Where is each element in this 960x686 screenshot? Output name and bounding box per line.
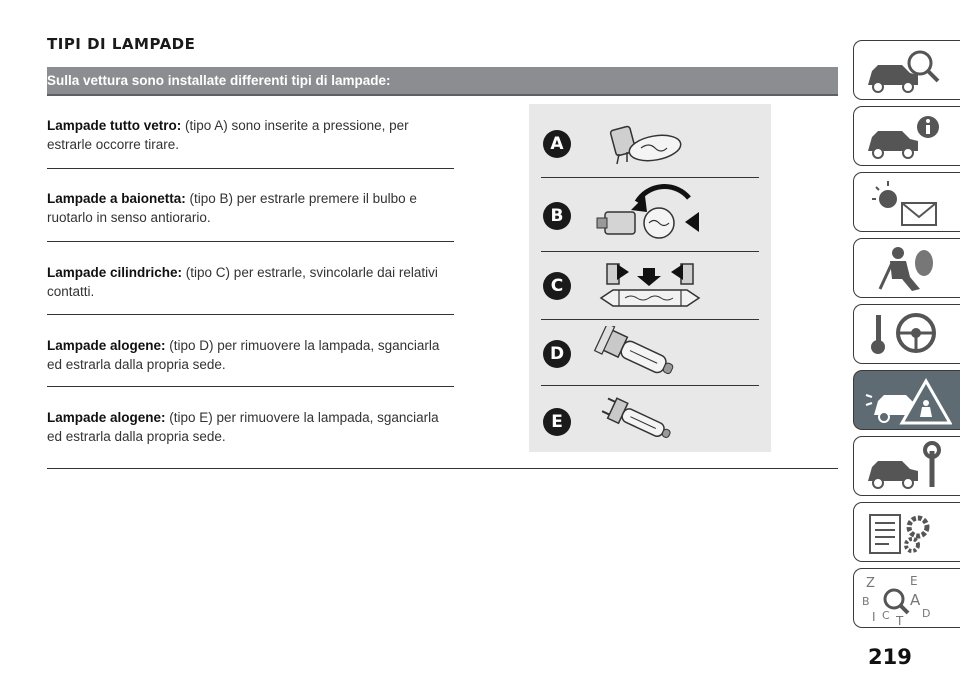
paragraph-text: (tipo B) per estrarle premere il bulbo e ruotarlo in senso antiorario. xyxy=(47,191,417,225)
key-steering-wheel-icon xyxy=(862,309,952,361)
paragraph-heading: Lampade cilindriche: xyxy=(47,265,183,280)
paragraph-type-e xyxy=(47,408,452,446)
divider xyxy=(47,386,454,387)
paragraph-text: (tipo A) sono inserite a pressione, per estrarle occorre tirare. xyxy=(47,118,409,152)
badge-a: A xyxy=(543,130,571,158)
paragraph-heading: Lampade alogene: xyxy=(47,338,166,353)
intro-text: Sulla vettura sono installate differenti tipi di lampade: xyxy=(47,73,391,88)
svg-text:C: C xyxy=(882,609,890,622)
lamp-types-figure xyxy=(529,104,771,452)
figure-divider xyxy=(541,251,759,252)
paragraph-text: (tipo E) per rimuovere la lampada, sganciarla ed estrarla dalla propria sede. xyxy=(47,410,439,444)
lamp-a-all-glass-icon xyxy=(589,118,699,168)
paragraph-type-d xyxy=(47,336,452,374)
badge-d: D xyxy=(543,340,571,368)
sidebar-tab-controls[interactable] xyxy=(853,304,960,364)
badge-b: B xyxy=(543,202,571,230)
badge-e: E xyxy=(543,408,571,436)
paragraph-type-a xyxy=(47,116,452,154)
svg-text:B: B xyxy=(862,595,870,608)
paragraph-type-b xyxy=(47,189,452,227)
svg-text:E: E xyxy=(910,574,918,588)
bottom-divider xyxy=(47,468,838,469)
lamp-b-bayonet-icon xyxy=(589,182,709,248)
paragraph-type-c xyxy=(47,263,452,301)
sidebar-tab-car-info[interactable] xyxy=(853,106,960,166)
lamp-e-halogen-h7-icon xyxy=(589,394,699,452)
paragraph-text: (tipo C) per estrarle, svincolarle dai relativi contatti. xyxy=(47,265,438,299)
svg-text:A: A xyxy=(910,591,921,609)
badge-c: C xyxy=(543,272,571,300)
car-info-icon xyxy=(862,111,952,163)
sidebar-tab-emergency[interactable] xyxy=(853,370,960,430)
svg-text:T: T xyxy=(896,614,904,625)
divider xyxy=(47,168,454,169)
car-search-icon xyxy=(862,45,952,97)
lamp-c-festoon-icon xyxy=(589,258,709,318)
figure-divider xyxy=(541,177,759,178)
car-wrench-icon xyxy=(862,441,952,493)
divider xyxy=(47,314,454,315)
airbag-seat-icon xyxy=(862,243,952,295)
svg-text:I: I xyxy=(872,610,876,624)
alphabetical-index-icon xyxy=(862,573,952,625)
sidebar-tab-car-search[interactable] xyxy=(853,40,960,100)
svg-text:D: D xyxy=(922,607,931,620)
sidebar-tab-warning-lights[interactable] xyxy=(853,172,960,232)
paragraph-text: (tipo D) per rimuovere la lampada, sganciarla ed estrarla dalla propria sede. xyxy=(47,338,440,372)
specs-gears-icon xyxy=(862,507,952,559)
lamp-d-halogen-h4-icon xyxy=(589,326,699,386)
car-emergency-icon xyxy=(862,375,952,427)
paragraph-heading: Lampade tutto vetro: xyxy=(47,118,182,133)
page-title: TIPI DI LAMPADE xyxy=(47,35,196,53)
intro-bar xyxy=(47,67,838,96)
page-number: 219 xyxy=(868,645,912,669)
paragraph-heading: Lampade a baionetta: xyxy=(47,191,186,206)
divider xyxy=(47,241,454,242)
sidebar-tab-specifications[interactable] xyxy=(853,502,960,562)
sidebar-tab-index[interactable] xyxy=(853,568,960,628)
svg-text:Z: Z xyxy=(866,576,875,591)
figure-divider xyxy=(541,385,759,386)
paragraph-heading: Lampade alogene: xyxy=(47,410,166,425)
warning-light-message-icon xyxy=(862,177,952,229)
sidebar-tab-maintenance[interactable] xyxy=(853,436,960,496)
figure-divider xyxy=(541,319,759,320)
sidebar-tab-safety[interactable] xyxy=(853,238,960,298)
